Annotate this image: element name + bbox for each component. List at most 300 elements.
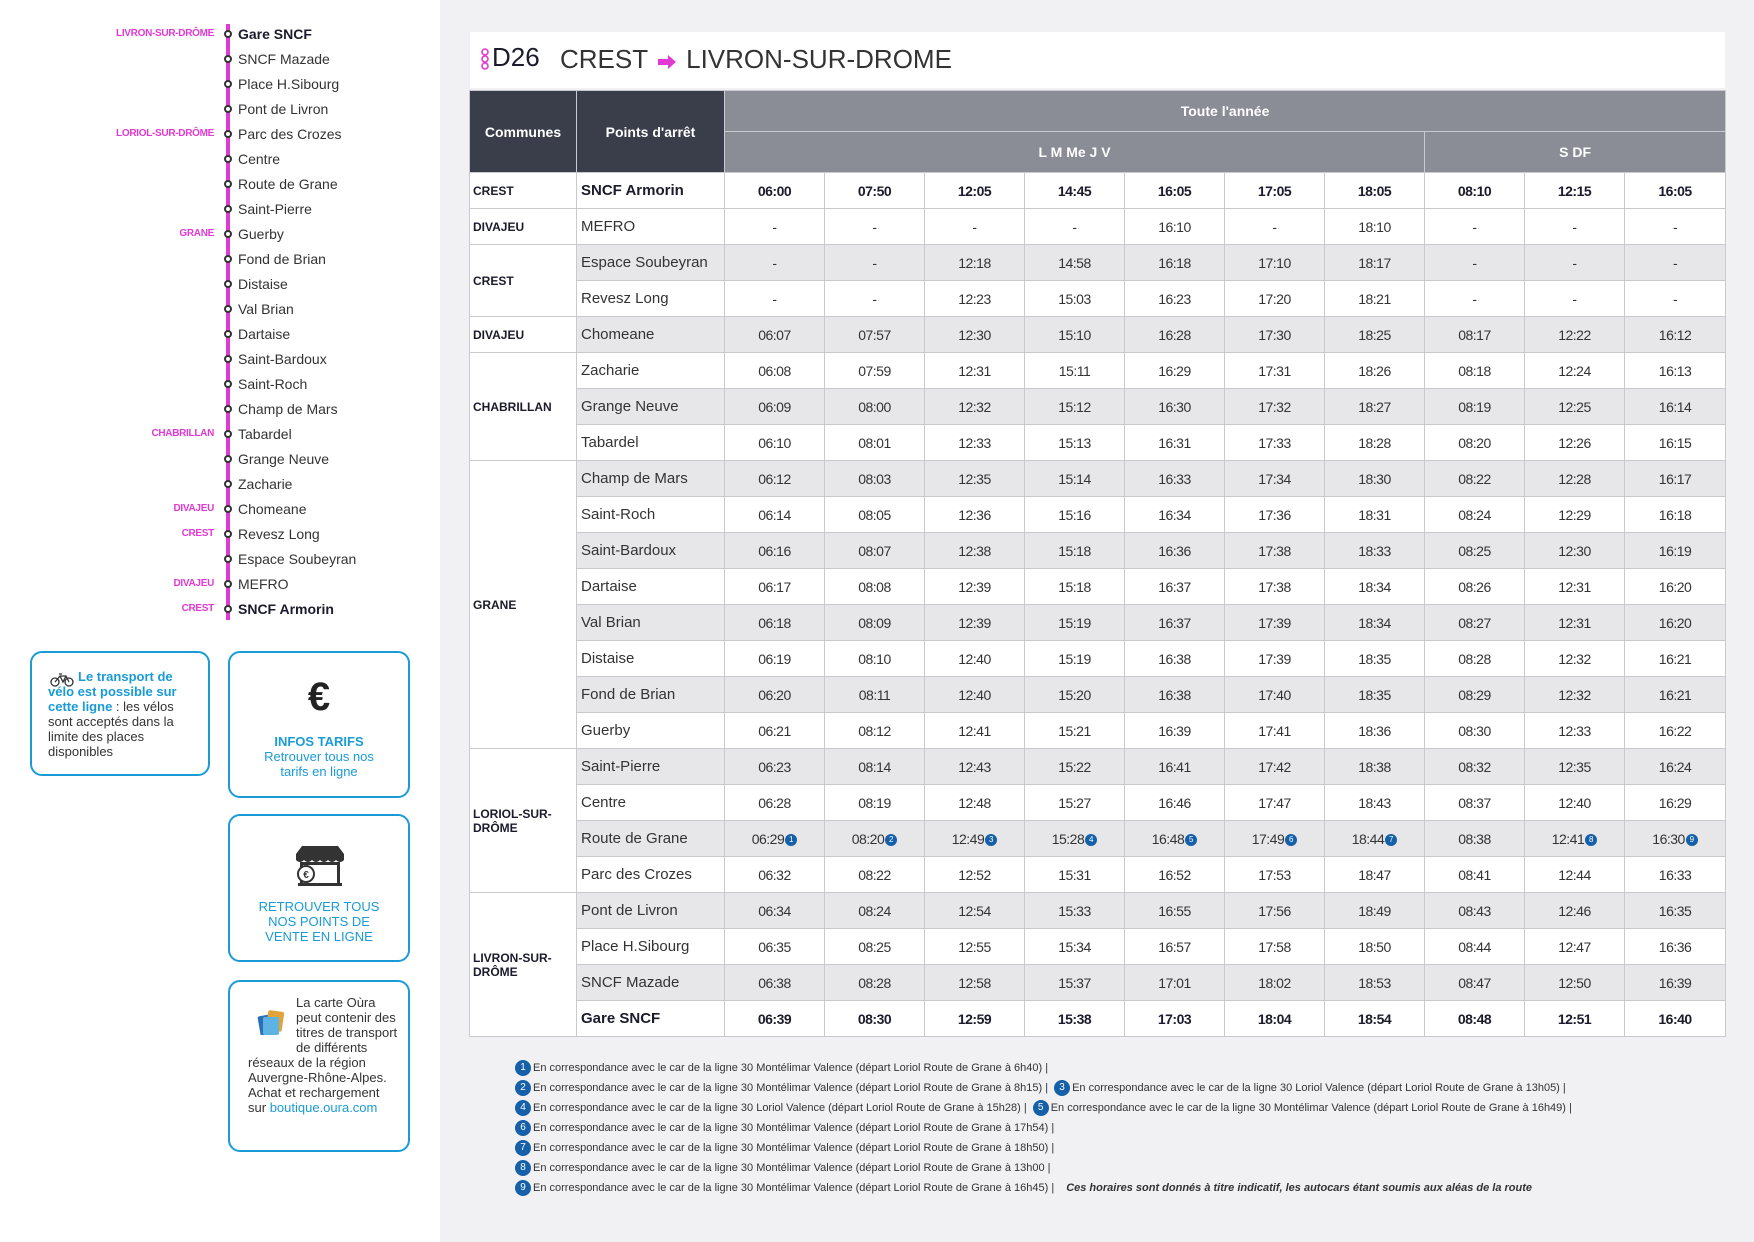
time-cell (1025, 857, 1125, 893)
time-value: 06:09 (758, 398, 791, 415)
time-cell (1525, 857, 1625, 893)
table-row (470, 929, 1726, 965)
stop-cell: Champ de Mars (577, 461, 725, 497)
stop-cell: Espace Soubeyran (577, 245, 725, 281)
time-cell (1425, 713, 1525, 749)
time-value: 16:36 (1158, 542, 1191, 559)
footnote-line (515, 1060, 1745, 1080)
time-value: 18:34 (1358, 578, 1391, 595)
table-row (470, 857, 1726, 893)
time-cell (1025, 389, 1125, 425)
line-stop (0, 297, 440, 322)
time-cell (1225, 245, 1325, 281)
time-cell (1325, 209, 1425, 245)
time-cell (925, 641, 1025, 677)
stop-cell: Revesz Long (577, 281, 725, 317)
time-value: 18:17 (1358, 254, 1391, 271)
table-row (470, 173, 1726, 209)
time-cell (1425, 641, 1525, 677)
time-value: 17:30 (1258, 326, 1291, 343)
time-value: 08:05 (858, 506, 891, 523)
time-cell (1325, 713, 1425, 749)
tarifs-box[interactable] (228, 651, 410, 798)
footnote-line (515, 1160, 1745, 1180)
time-value: 16:21 (1658, 686, 1692, 703)
commune-cell: LORIOL-SUR-DRÔME (470, 749, 577, 893)
time-cell (925, 569, 1025, 605)
stop-list (0, 22, 440, 622)
time-cell (1525, 821, 1625, 857)
time-cell (1625, 965, 1726, 1001)
time-value: 17:53 (1258, 866, 1291, 883)
time-cell (1425, 749, 1525, 785)
time-value: 08:11 (858, 686, 891, 703)
stop-name: Zacharie (238, 476, 293, 492)
time-cell (1525, 749, 1625, 785)
time-cell (725, 461, 825, 497)
time-cell (1125, 641, 1225, 677)
time-value: 12:24 (1558, 362, 1591, 379)
time-cell (1425, 461, 1525, 497)
footnote-line (515, 1100, 1745, 1120)
time-value: 15:19 (1058, 614, 1091, 631)
time-value: 12:40 (958, 650, 991, 667)
time-value: 18:05 (1357, 182, 1392, 199)
time-value: 12:41 (1551, 830, 1585, 847)
oura-card-box (228, 980, 410, 1152)
time-cell (1625, 209, 1726, 245)
table-row (470, 713, 1726, 749)
time-cell (825, 677, 925, 713)
time-cell (925, 965, 1025, 1001)
time-cell (1325, 317, 1425, 353)
commune-cell: GRANE (470, 461, 577, 749)
time-cell (725, 317, 825, 353)
time-cell (1225, 677, 1325, 713)
time-value: 15:18 (1058, 578, 1091, 595)
time-value: 06:32 (758, 866, 791, 883)
time-value: 18:04 (1257, 1010, 1292, 1027)
footnote-number-icon: 8 (515, 1160, 531, 1176)
time-value: 16:13 (1658, 362, 1692, 379)
time-cell (1525, 929, 1625, 965)
time-value: 17:58 (1258, 938, 1291, 955)
time-cell (1225, 641, 1325, 677)
time-value: 12:22 (1558, 326, 1591, 343)
time-value: 16:05 (1658, 182, 1692, 199)
commune-cell: LIVRON-SUR-DRÔME (470, 893, 577, 1037)
stop-name: Dartaise (238, 326, 291, 342)
stop-name: Chomeane (238, 501, 307, 517)
time-value: 16:29 (1158, 362, 1191, 379)
line-stop (0, 397, 440, 422)
time-value: 08:19 (858, 794, 891, 811)
time-cell (825, 533, 925, 569)
commune-label: CREST (181, 528, 214, 539)
time-cell (1625, 1001, 1726, 1037)
time-value: 06:28 (758, 794, 791, 811)
commune-label: CHABRILLAN (151, 428, 214, 439)
stop-name: Centre (238, 151, 281, 167)
stop-dot-icon (224, 255, 232, 263)
stop-cell: Saint-Bardoux (577, 533, 725, 569)
stop-dot-icon (224, 30, 232, 38)
time-cell (925, 353, 1025, 389)
table-row (470, 209, 1726, 245)
time-cell (725, 533, 825, 569)
time-value: 17:31 (1258, 362, 1291, 379)
time-cell (1525, 497, 1625, 533)
time-cell (925, 461, 1025, 497)
time-value: 18:21 (1358, 290, 1391, 307)
time-value: 12:31 (1558, 614, 1591, 631)
time-value: 15:03 (1058, 290, 1091, 307)
time-cell (1425, 209, 1525, 245)
time-value: 15:16 (1058, 506, 1091, 523)
footnote-badge-icon: 5 (1185, 834, 1197, 846)
time-value: 18:53 (1358, 974, 1391, 991)
time-value: 08:19 (1458, 398, 1491, 415)
stop-dot-icon (224, 55, 232, 63)
stop-dot-icon (224, 530, 232, 538)
stop-dot-icon (224, 605, 232, 613)
time-value: 12:23 (958, 290, 991, 307)
time-cell (1525, 965, 1625, 1001)
time-value: 15:11 (1058, 362, 1091, 379)
footnote-line (515, 1140, 1745, 1160)
time-value: 18:31 (1358, 506, 1391, 523)
time-cell (825, 965, 925, 1001)
footnotes (515, 1060, 1745, 1200)
time-value: 18:33 (1358, 542, 1391, 559)
time-cell (725, 281, 825, 317)
line-stop (0, 497, 440, 522)
stop-name: Parc des Crozes (238, 126, 342, 142)
time-value: 18:34 (1358, 614, 1391, 631)
time-cell (1625, 749, 1726, 785)
time-value: 06:38 (758, 974, 791, 991)
footnote-text: En correspondance avec le car de la ligne 30 Montélimar Valence (départ Loriol Route de Grane à 16h49) | (1050, 1101, 1572, 1114)
time-cell (1325, 569, 1425, 605)
time-value: 08:17 (1458, 326, 1491, 343)
time-value: 12:32 (958, 398, 991, 415)
time-value: 06:23 (758, 758, 791, 775)
time-cell (1125, 749, 1225, 785)
time-value: - (772, 254, 777, 271)
time-cell (1125, 605, 1225, 641)
time-cell (1125, 425, 1225, 461)
stop-cell: Zacharie (577, 353, 725, 389)
time-value: 08:22 (858, 866, 891, 883)
time-cell (925, 245, 1025, 281)
stop-cell: Saint-Pierre (577, 749, 725, 785)
time-cell (925, 821, 1025, 857)
time-cell (725, 497, 825, 533)
time-value: 08:20 (1458, 434, 1491, 451)
time-cell (1225, 857, 1325, 893)
table-row (470, 605, 1726, 641)
time-cell (1425, 893, 1525, 929)
table-row (470, 245, 1726, 281)
footnote-badge-icon: 8 (1585, 834, 1597, 846)
footnote-badge-icon: 7 (1385, 834, 1397, 846)
time-value: 17:39 (1258, 614, 1291, 631)
time-cell (1325, 497, 1425, 533)
time-value: - (772, 218, 777, 235)
time-value: 18:47 (1358, 866, 1391, 883)
time-value: 12:50 (1558, 974, 1591, 991)
time-value: 15:12 (1058, 398, 1091, 415)
time-cell (1325, 749, 1425, 785)
points-de-vente-text: RETROUVER TOUS NOS POINTS DE VENTE EN LIGNE (258, 899, 380, 944)
time-value: 07:59 (858, 362, 891, 379)
time-cell (1225, 533, 1325, 569)
time-cell (1525, 425, 1625, 461)
time-value: - (772, 290, 777, 307)
stop-name: Fond de Brian (238, 251, 326, 267)
time-value: 17:38 (1258, 578, 1291, 595)
time-cell (1425, 605, 1525, 641)
time-cell (725, 605, 825, 641)
stop-cell: Tabardel (577, 425, 725, 461)
time-cell (1325, 857, 1425, 893)
time-cell (1225, 821, 1325, 857)
time-value: 16:12 (1658, 326, 1692, 343)
time-cell (1325, 281, 1425, 317)
time-value: 15:28 (1051, 830, 1085, 847)
time-value: 16:05 (1157, 182, 1192, 199)
footnote-number-icon: 5 (1033, 1100, 1049, 1116)
time-cell (825, 569, 925, 605)
time-value: 08:41 (1458, 866, 1491, 883)
time-value: 12:47 (1558, 938, 1591, 955)
time-cell (1525, 785, 1625, 821)
time-cell (1225, 605, 1325, 641)
time-cell (1625, 389, 1726, 425)
time-value: 08:28 (858, 974, 891, 991)
line-stop (0, 522, 440, 547)
time-cell (725, 749, 825, 785)
time-value: 14:58 (1058, 254, 1091, 271)
time-value: 12:30 (958, 326, 991, 343)
time-value: 12:51 (1557, 1010, 1592, 1027)
time-value: 18:38 (1358, 758, 1391, 775)
footnote-number-icon: 2 (515, 1080, 531, 1096)
time-cell (1525, 281, 1625, 317)
euro-icon: € (307, 675, 331, 719)
time-cell (925, 209, 1025, 245)
line-stop (0, 447, 440, 472)
time-cell (825, 389, 925, 425)
stop-dot-icon (224, 230, 232, 238)
stop-cell: Route de Grane (577, 821, 725, 857)
time-value: 18:44 (1351, 830, 1385, 847)
line-stop (0, 72, 440, 97)
time-value: 16:48 (1151, 830, 1185, 847)
time-value: 16:14 (1658, 398, 1692, 415)
stop-name: MEFRO (238, 576, 289, 592)
line-stop (0, 272, 440, 297)
time-value: 12:26 (1558, 434, 1591, 451)
time-value: 17:33 (1258, 434, 1291, 451)
time-value: 15:18 (1058, 542, 1091, 559)
time-cell (1125, 533, 1225, 569)
stop-dot-icon (224, 80, 232, 88)
time-cell (1325, 1001, 1425, 1037)
table-row (470, 497, 1726, 533)
time-cell (1125, 497, 1225, 533)
time-cell (1225, 209, 1325, 245)
time-value: 16:24 (1658, 758, 1692, 775)
time-cell (1025, 209, 1125, 245)
stop-name: SNCF Armorin (238, 601, 334, 617)
stop-name: Saint-Roch (238, 376, 308, 392)
shop-icon (292, 844, 348, 893)
commune-label: DIVAJEU (173, 503, 214, 514)
time-value: 08:03 (858, 470, 891, 487)
time-cell (725, 425, 825, 461)
time-cell (1125, 857, 1225, 893)
oura-link[interactable]: boutique.oura.com (269, 1100, 378, 1115)
stop-name: Pont de Livron (238, 101, 329, 117)
time-value: 08:25 (858, 938, 891, 955)
time-value: 06:35 (758, 938, 791, 955)
time-cell (1625, 569, 1726, 605)
time-cell (825, 1001, 925, 1037)
time-value: 12:33 (1558, 722, 1591, 739)
footnote-number-icon: 9 (515, 1180, 531, 1196)
time-cell (1625, 317, 1726, 353)
time-cell (1225, 1001, 1325, 1037)
time-cell (1125, 713, 1225, 749)
time-value: 06:08 (758, 362, 791, 379)
time-value: 15:22 (1058, 758, 1091, 775)
time-value: 08:32 (1458, 758, 1491, 775)
time-cell (1025, 749, 1125, 785)
time-value: 17:39 (1258, 650, 1291, 667)
time-cell (1125, 281, 1225, 317)
time-value: 06:18 (758, 614, 791, 631)
time-cell (1025, 569, 1125, 605)
time-value: 16:37 (1158, 614, 1191, 631)
time-value: 08:37 (1458, 794, 1491, 811)
line-stop (0, 597, 440, 622)
time-cell (1325, 389, 1425, 425)
commune-cell: CREST (470, 245, 577, 317)
time-value: 17:36 (1258, 506, 1291, 523)
time-cell (925, 389, 1025, 425)
time-cell (1425, 173, 1525, 209)
line-stop (0, 547, 440, 572)
time-value: 12:46 (1558, 902, 1591, 919)
table-row (470, 317, 1726, 353)
time-value: 18:30 (1358, 470, 1391, 487)
time-value: 18:35 (1358, 686, 1391, 703)
stop-dot-icon (224, 180, 232, 188)
time-cell (725, 713, 825, 749)
time-cell (1525, 713, 1625, 749)
time-cell (1525, 317, 1625, 353)
time-cell (1625, 281, 1726, 317)
time-cell (825, 857, 925, 893)
time-value: - (1072, 218, 1077, 235)
time-value: 16:39 (1158, 722, 1191, 739)
line-code: D26 (492, 42, 540, 72)
time-value: 06:19 (758, 650, 791, 667)
time-value: 15:31 (1058, 866, 1091, 883)
time-value: 07:57 (858, 326, 891, 343)
footnote-number-icon: 6 (515, 1120, 531, 1136)
time-value: 08:24 (1458, 506, 1491, 523)
line-stop (0, 122, 440, 147)
time-value: 08:29 (1458, 686, 1491, 703)
time-cell (1425, 533, 1525, 569)
time-cell (1125, 965, 1225, 1001)
time-value: 17:20 (1258, 290, 1291, 307)
time-cell (1125, 1001, 1225, 1037)
time-value: 12:40 (1558, 794, 1591, 811)
time-cell (1525, 209, 1625, 245)
time-cell (1325, 533, 1425, 569)
time-cell (825, 353, 925, 389)
time-cell (1425, 425, 1525, 461)
svg-text:€: € (303, 870, 309, 881)
time-cell (825, 929, 925, 965)
time-value: 12:58 (958, 974, 991, 991)
stop-dot-icon (224, 430, 232, 438)
time-cell (1025, 713, 1125, 749)
stop-cell: Fond de Brian (577, 677, 725, 713)
time-value: 12:32 (1558, 686, 1591, 703)
time-cell (725, 569, 825, 605)
time-value: 08:25 (1458, 542, 1491, 559)
time-value: 08:18 (1458, 362, 1491, 379)
time-value: 15:14 (1058, 470, 1091, 487)
time-value: 12:31 (1558, 578, 1591, 595)
stop-cell: SNCF Armorin (577, 173, 725, 209)
time-value: - (1272, 218, 1277, 235)
stop-dot-icon (224, 280, 232, 288)
time-value: 12:35 (958, 470, 991, 487)
time-cell (725, 821, 825, 857)
time-value: 17:47 (1258, 794, 1291, 811)
bike-rest-text: : les vélos sont acceptés dans la limite des places disponibles (48, 699, 174, 759)
time-value: 08:30 (1458, 722, 1491, 739)
time-value: 16:57 (1158, 938, 1191, 955)
time-cell (1525, 245, 1625, 281)
time-cell (725, 641, 825, 677)
table-row (470, 749, 1726, 785)
time-cell (1025, 641, 1125, 677)
stop-cell: Chomeane (577, 317, 725, 353)
time-value: - (1472, 254, 1477, 271)
time-cell (1425, 929, 1525, 965)
time-cell (1225, 929, 1325, 965)
stop-cell: Gare SNCF (577, 1001, 725, 1037)
time-cell (925, 749, 1025, 785)
time-value: 08:09 (858, 614, 891, 631)
stop-dot-icon (224, 405, 232, 413)
time-value: 08:12 (858, 722, 891, 739)
points-de-vente-box[interactable] (228, 814, 410, 962)
time-value: 12:43 (958, 758, 991, 775)
stop-dot-icon (224, 130, 232, 138)
time-cell (825, 461, 925, 497)
footnote-text: En correspondance avec le car de la ligne 30 Montélimar Valence (départ Loriol Route de Grane à 8h15) | (533, 1081, 1049, 1094)
time-value: 12:41 (958, 722, 991, 739)
time-value: 16:52 (1158, 866, 1191, 883)
time-cell (725, 209, 825, 245)
